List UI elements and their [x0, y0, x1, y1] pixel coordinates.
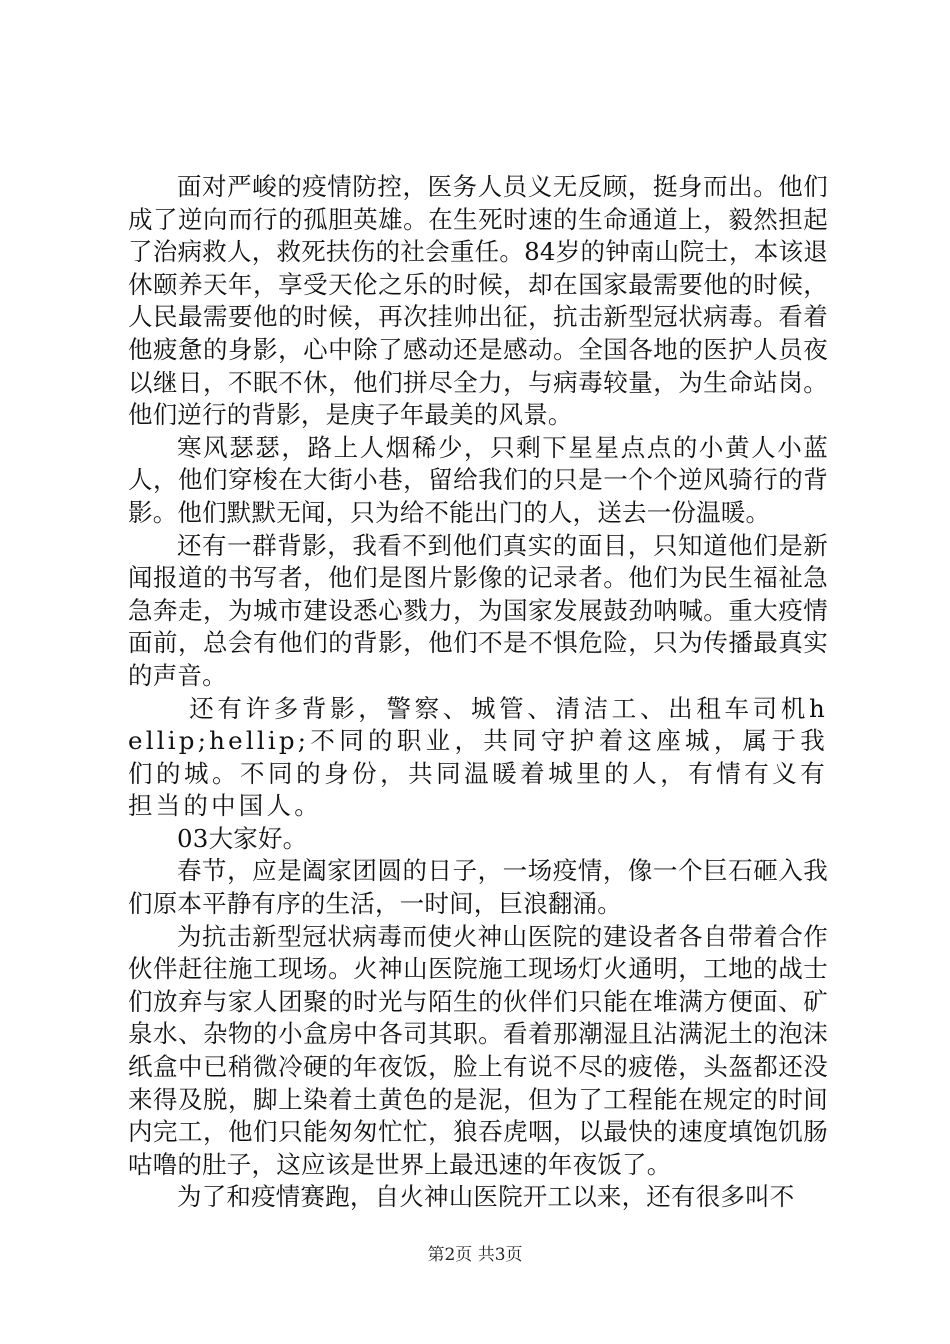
- page-number-footer: 第2页 共3页: [427, 1245, 523, 1265]
- paragraph-journalists: 还有一群背影，我看不到他们真实的面目，只知道他们是新闻报道的书写者，他们是图片影像的记录者。他们为民生福祉急急奔走，为城市建设悉心戮力，为国家发展鼓劲呐喊。重大疫情面前，总会有他们的背影，他们不是不惧危险，只为传播最真实的声音。: [128, 530, 828, 690]
- paragraph-racing-epidemic: 为了和疫情赛跑，自火神山医院开工以来，还有很多叫不: [177, 1182, 795, 1212]
- paragraph-medical-staff: 面对严峻的疫情防控，医务人员义无反顾，挺身而出。他们成了逆向而行的孤胆英雄。在生死时速的生命通道上，毅然担起了治病救人，救死扶伤的社会重任。84岁的钟南山院士，本该退休颐养天年，享受天伦之乐的时候，却在国家最需要他的时候，人民最需要他的时候，再次挂帅出征，抗击新型冠状病毒。看着他疲惫的身影，心中除了感动还是感动。全国各地的医护人员夜以继日，不眠不休，他们拼尽全力，与病毒较量，为生命站岗。他们逆行的背影，是庚子年最美的风景。: [128, 172, 828, 430]
- paragraph-greeting: 03大家好。: [177, 823, 308, 853]
- paragraph-delivery-riders: 寒风瑟瑟，路上人烟稀少，只剩下星星点点的小黄人小蓝人，他们穿梭在大街小巷，留给我们的只是一个个逆风骑行的背影。他们默默无闻，只为给不能出门的人，送去一份温暖。: [128, 432, 828, 527]
- document-body: [128, 171, 828, 1214]
- paragraph-spring-festival: 春节，应是阖家团圆的日子，一场疫情，像一个巨石砸入我们原本平静有序的生活，一时间，巨浪翻涌。: [128, 856, 828, 919]
- paragraph-huoshenshan-builders: 为抗击新型冠状病毒而使火神山医院的建设者各自带着合作伙伴赶往施工现场。火神山医院施工现场灯火通明，工地的战士们放弃与家人团聚的时光与陌生的伙伴们只能在堆满方便面、矿泉水、杂物的小盒房中各司其职。看着那潮湿且沾满泥土的泡沫纸盒中已稍微冷硬的年夜饭，脸上有说不尽的疲倦，头盔都还没来得及脱，脚上染着土黄色的是泥，但为了工程能在规定的时间内完工，他们只能匆匆忙忙，狼吞虎咽，以最快的速度填饱饥肠咕噜的肚子，这应该是世界上最迅速的年夜饭了。: [128, 921, 828, 1179]
- paragraph-many-backs: 还有许多背影，警察、城管、清洁工、出租车司机hellip;hellip;不同的职业，共同守护着这座城，属于我们的城。不同的身份，共同温暖着城里的人，有情有义有担当的中国人。: [128, 693, 828, 821]
